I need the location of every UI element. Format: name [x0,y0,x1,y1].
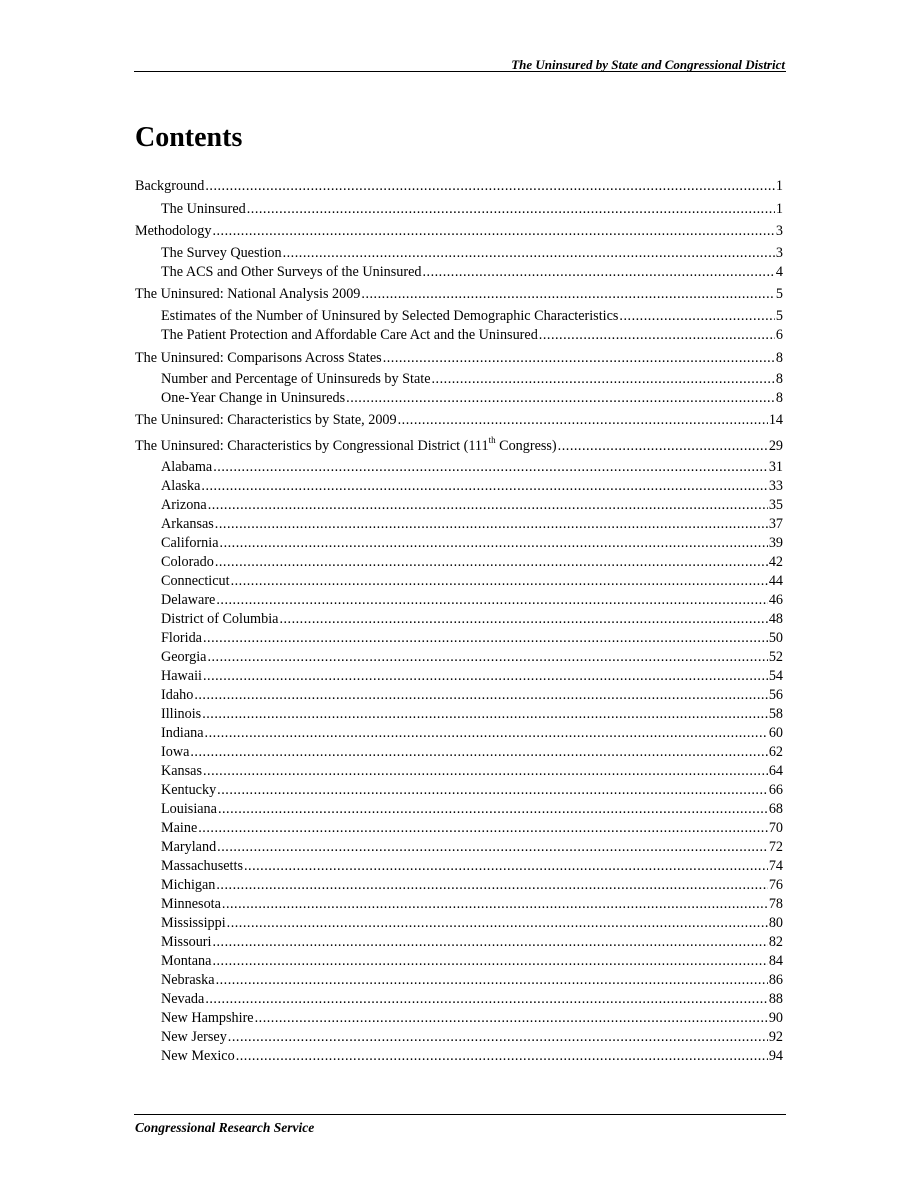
toc-page: 94 [768,1048,783,1064]
toc-entry-state[interactable] [135,800,783,819]
toc-label: District of Columbia [161,611,279,627]
toc-entry-state[interactable] [135,553,783,572]
toc-entry-state[interactable] [135,838,783,857]
toc-label: The Uninsured: Comparisons Across States [135,350,382,366]
header-divider [134,71,786,72]
toc-entry-national-analysis[interactable] [135,284,783,307]
toc-entry-state[interactable] [135,667,783,686]
toc-page: 48 [768,611,783,627]
toc-page: 14 [768,412,783,428]
toc-label: Massachusetts [161,858,243,874]
running-footer: Congressional Research Service [135,1120,315,1135]
toc-page: 50 [768,630,783,646]
footer-divider [134,1114,786,1115]
toc-page: 66 [768,782,783,798]
toc-page: 62 [768,744,783,760]
running-header: The Uninsured by State and Congressional District [511,57,785,72]
toc-entry-state[interactable] [135,952,783,971]
page-title: Contents [135,122,243,153]
toc-page: 72 [768,839,783,855]
toc-label: Arizona [161,497,207,513]
toc-entry-state[interactable] [135,990,783,1009]
toc-label: Arkansas [161,516,214,532]
toc-entry-number-percentage[interactable] [135,370,783,389]
toc-page: 82 [768,934,783,950]
toc-page: 44 [768,573,783,589]
toc-page: 1 [775,178,783,194]
toc-page: 31 [768,459,783,475]
toc-page: 5 [775,286,783,302]
toc-label: Delaware [161,592,216,608]
toc-label: Maryland [161,839,217,855]
toc-label: Minnesota [161,896,221,912]
toc-page: 86 [768,972,783,988]
toc-label: The Survey Question [161,245,282,261]
toc-entry-state[interactable] [135,781,783,800]
toc-entry-state[interactable] [135,477,783,496]
toc-entry-characteristics-district[interactable] [135,435,783,458]
toc-label: One-Year Change in Uninsureds [161,390,346,406]
toc-label: The ACS and Other Surveys of the Uninsured [161,264,422,280]
toc-page: 58 [768,706,783,722]
toc-label: Iowa [161,744,190,760]
toc-entry-state[interactable] [135,515,783,534]
toc-page: 74 [768,858,783,874]
toc-label: Missouri [161,934,212,950]
toc-page: 56 [768,687,783,703]
toc-label: The Uninsured: Characteristics by State, 2009 [135,412,397,428]
toc-page: 37 [768,516,783,532]
toc-page: 68 [768,801,783,817]
toc-page: 35 [768,497,783,513]
toc-entry-state[interactable] [135,762,783,781]
toc-entry-state[interactable] [135,724,783,743]
toc-label: Kentucky [161,782,217,798]
toc-entry-state[interactable] [135,895,783,914]
toc-label: New Mexico [161,1048,235,1064]
toc-entry-background[interactable] [135,176,783,199]
toc-entry-state[interactable] [135,1047,783,1066]
toc-page: 70 [768,820,783,836]
toc-entry-state[interactable] [135,648,783,667]
toc-page: 6 [775,327,783,343]
toc-label: Alaska [161,478,201,494]
toc-entry-the-uninsured[interactable] [135,199,783,221]
toc-entry-methodology[interactable] [135,221,783,244]
toc-entry-estimates[interactable] [135,307,783,326]
toc-page: 54 [768,668,783,684]
toc-page: 80 [768,915,783,931]
toc-entry-state[interactable] [135,857,783,876]
toc-entry-state[interactable] [135,971,783,990]
toc-entry-state[interactable] [135,496,783,515]
toc-label: Indiana [161,725,204,741]
toc-label: Mississippi [161,915,226,931]
toc-entry-survey-question[interactable] [135,244,783,263]
toc-label: The Patient Protection and Affordable Care Act and the Uninsured [161,327,538,343]
toc-label: Background [135,178,205,194]
toc-entry-state[interactable] [135,1028,783,1047]
toc-entry-state[interactable] [135,876,783,895]
table-of-contents [135,176,783,1066]
toc-label: Hawaii [161,668,202,684]
toc-entry-state[interactable] [135,458,783,477]
toc-entry-state[interactable] [135,705,783,724]
toc-label: Connecticut [161,573,230,589]
toc-entry-one-year-change[interactable] [135,389,783,410]
toc-entry-ppaca[interactable] [135,326,783,348]
toc-label: New Jersey [161,1029,227,1045]
toc-page: 1 [775,201,783,217]
toc-entry-state[interactable] [135,629,783,648]
toc-entry-acs[interactable] [135,263,783,284]
toc-label: Florida [161,630,202,646]
toc-page: 29 [768,438,783,454]
toc-page: 92 [768,1029,783,1045]
toc-entry-characteristics-state[interactable] [135,410,783,435]
toc-label: Montana [161,953,212,969]
toc-entry-state[interactable] [135,819,783,838]
toc-label: Alabama [161,459,213,475]
toc-page: 5 [775,308,783,324]
toc-label: Estimates of the Number of Uninsured by Selected Demographic Characteristics [161,308,619,324]
toc-page: 42 [768,554,783,570]
toc-label: Nebraska [161,972,215,988]
toc-page: 39 [768,535,783,551]
toc-entry-state[interactable] [135,610,783,629]
toc-entry-state[interactable] [135,572,783,591]
toc-page: 76 [768,877,783,893]
toc-page: 46 [768,592,783,608]
toc-label: Nevada [161,991,205,1007]
toc-page: 52 [768,649,783,665]
toc-page: 3 [775,223,783,239]
toc-page: 90 [768,1010,783,1026]
toc-label: California [161,535,219,551]
toc-entry-state[interactable] [135,914,783,933]
toc-page: 8 [775,371,783,387]
toc-label: Georgia [161,649,207,665]
toc-label: Kansas [161,763,202,779]
toc-page: 88 [768,991,783,1007]
toc-page: 64 [768,763,783,779]
toc-label: Methodology [135,223,212,239]
toc-label: Michigan [161,877,216,893]
toc-page: 8 [775,350,783,366]
toc-label: Idaho [161,687,194,703]
toc-entry-comparisons[interactable] [135,348,783,370]
toc-label: Colorado [161,554,214,570]
toc-label: Louisiana [161,801,217,817]
toc-page: 84 [768,953,783,969]
toc-label: Illinois [161,706,202,722]
toc-entry-state[interactable] [135,743,783,762]
toc-entry-state[interactable] [135,534,783,553]
toc-label: Maine [161,820,198,836]
toc-label: The Uninsured: Characteristics by Congressional District (111th Congress) [135,435,557,454]
toc-page: 4 [775,264,783,280]
toc-entry-state[interactable] [135,686,783,705]
toc-page: 60 [768,725,783,741]
toc-page: 33 [768,478,783,494]
toc-label: The Uninsured: National Analysis 2009 [135,286,361,302]
toc-page: 78 [768,896,783,912]
toc-entry-state[interactable] [135,1009,783,1028]
toc-entry-state[interactable] [135,933,783,952]
toc-label: New Hampshire [161,1010,254,1026]
toc-page: 3 [775,245,783,261]
toc-label: Number and Percentage of Uninsureds by State [161,371,431,387]
toc-label: The Uninsured [161,201,246,217]
toc-entry-state[interactable] [135,591,783,610]
toc-page: 8 [775,390,783,406]
